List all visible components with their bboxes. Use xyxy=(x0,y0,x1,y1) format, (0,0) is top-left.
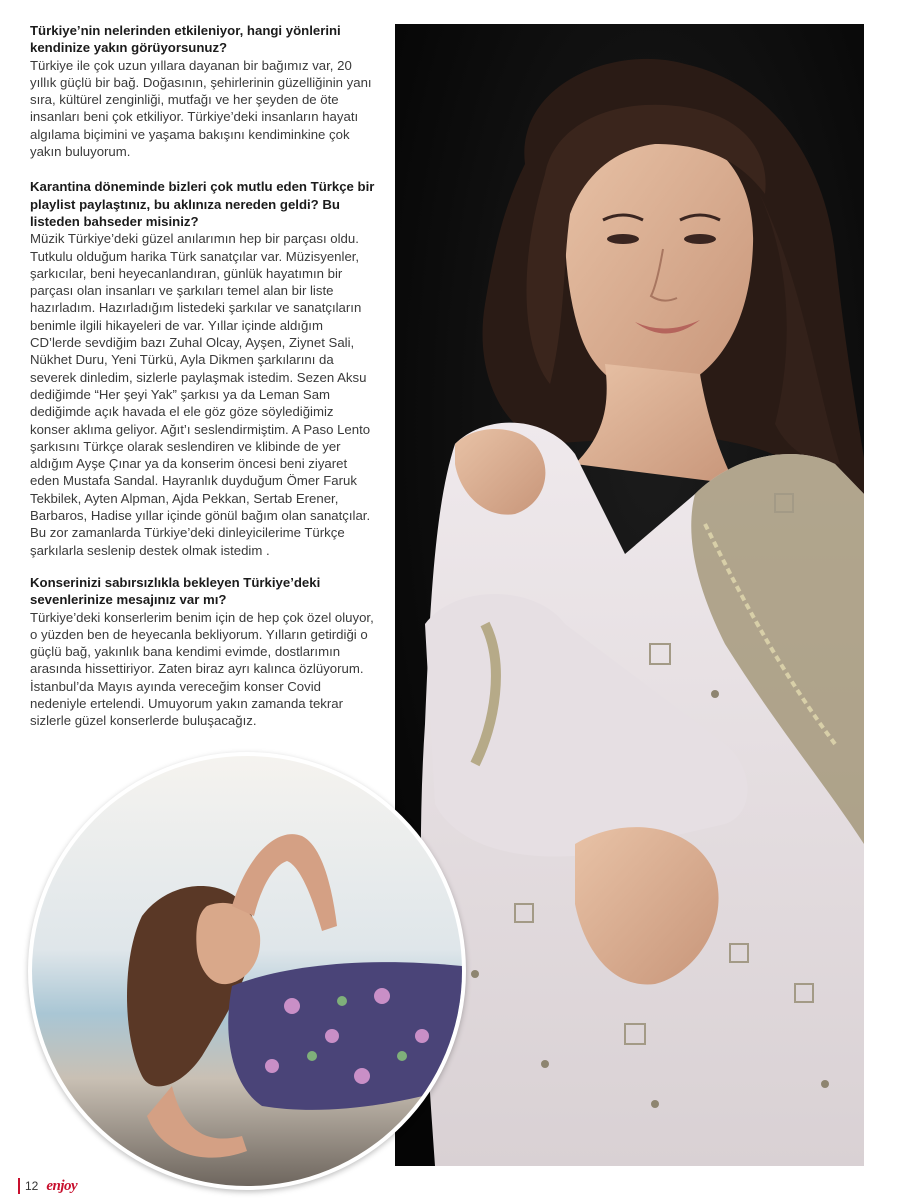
article-text-column xyxy=(30,22,375,748)
page-footer xyxy=(18,1176,77,1196)
beach-inset-illustration xyxy=(32,756,462,1186)
beach-inset-photo xyxy=(28,752,466,1190)
question-1: Türkiye’nin nelerinden etkileniyor, hangi yönlerini kendinize yakın görüyorsunuz? xyxy=(30,23,341,56)
magazine-logo: enjoy xyxy=(46,1177,78,1194)
answer-1: Türkiye ile çok uzun yıllara dayanan bir bağımız var, 20 yıllık güçlü bir bağ. Doğasının, şehirlerinin güzelliğinin yanı sıra, kültürel zenginliği, mutfağı ve her şeyden de öte insanları beni çok etkiliyor. Türkiye’deki insanların hayatı algılama biçimini ve yaşama bakışını kendiminkine çok yakın buluyorum. xyxy=(30,57,372,160)
footer-accent-bar xyxy=(18,1178,20,1194)
portrait-photo xyxy=(395,24,864,1166)
portrait-illustration xyxy=(395,24,864,1166)
answer-3: Türkiye’deki konserlerim benim için de hep çok özel oluyor, o yüzden ben de heyecanla bekliyorum. Yılların getirdiği o güçlü bağ, yakınlık bana kendimi evimde, dostlarımın arasında hissettiriyor. Zaten biraz ayrı kalınca özlüyorum. İstanbul’da Mayıs ayında vereceğim konser Covid nedeniyle ertelendi. Umuyorum yakın zamanda tekrar sizlerle güzel konserlerde buluşacağız. xyxy=(30,609,374,729)
question-2: Karantina döneminde bizleri çok mutlu eden Türkçe bir playlist paylaştınız, bu aklınıza nereden geldi? Bu listeden bahseder misiniz? xyxy=(30,179,375,229)
question-3: Konserinizi sabırsızlıkla bekleyen Türkiye’deki sevenlerinize mesajınız var mı? xyxy=(30,574,321,608)
page-number: 12 xyxy=(25,1179,39,1193)
qa-block-2 xyxy=(30,178,375,559)
answer-2: Müzik Türkiye’deki güzel anılarımın hep bir parçası oldu. Tutkulu olduğum harika Türk sanatçılar var. Müzisyenler, şarkıcılar, beni heyecanlandıran, günlük hayatımın bir parçası olan insanları ve şarkıları temel alan bir liste hazırladım. Hazırladığım listedeki şarkılar ve sanatçıların benimle ilgili hikayeleri de var. Yıllar içinde aldığım CD’lerde sevdiğim bazı Zuhal Olcay, Ayşen, Ziynet Sali, Nükhet Duru, Yeni Türkü, Ayla Dikmen şarkılarını da severek dinledim, sizlerle paylaşmak istedim. Sezen Aksu dediğimde “Her şeyi Yak” şarkısı ya da Leman Sam dediğimde açık havada el ele göz göze söylediğimiz konser aklıma geliyor. Ağıt’ı seslendirmiştim. A Paso Lento şarkısını Türkçe olarak seslendiren ve klibinde de yer aldığım Ayşe Çınar ya da konserim öncesi beni ziyaret eden Mustafa Sandal. Hayranlık duyduğum Ömer Faruk Tekbilek, Ayten Alpman, Ajda Pekkan, Sertab Erener, Barbaros, Hadise yıllar içinde gönül bağım olan sanatçılar. Bu zor zamanlarda Türkiye’deki dinleyicilerime Türkçe şarkılarla seslenip destek olmak istedim . xyxy=(30,231,371,558)
